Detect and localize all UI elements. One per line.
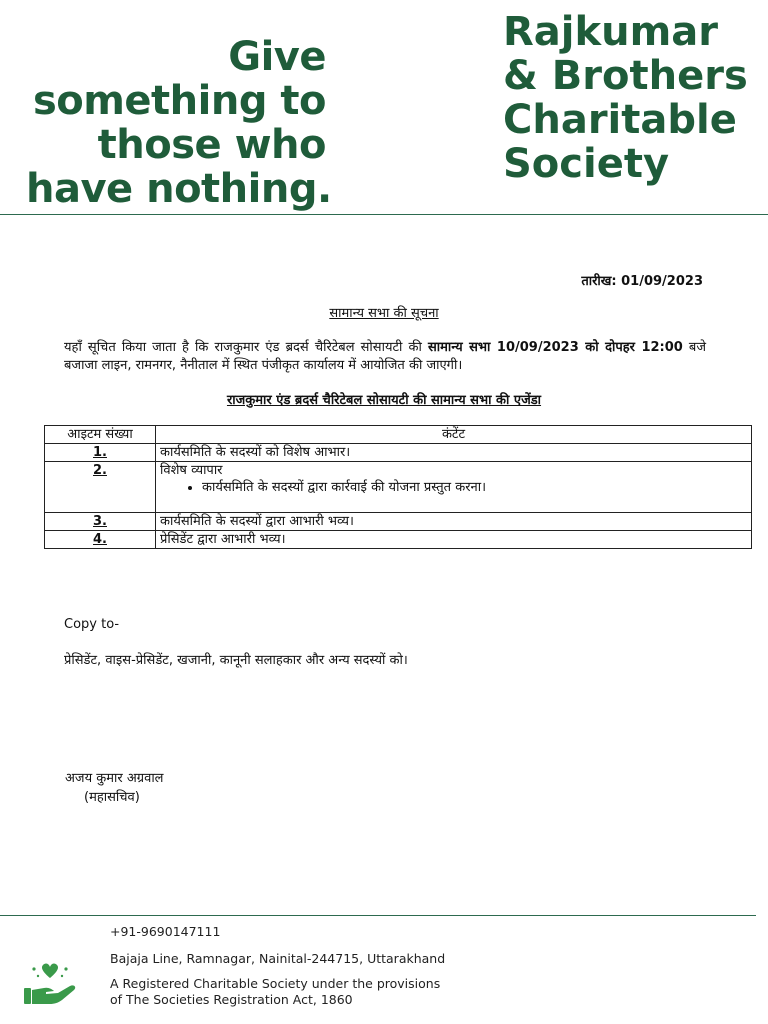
sub-item: • कार्यसमिति के सदस्यों द्वारा कार्रवाई की योजना प्रस्तुत करना। xyxy=(202,479,747,496)
tagline xyxy=(26,34,332,212)
signatory-title: (महासचिव) xyxy=(84,790,140,805)
table-header-row xyxy=(45,426,752,444)
agenda-title xyxy=(32,390,736,408)
sub-item-list xyxy=(160,479,747,496)
item-content-text: विशेष व्यापार xyxy=(160,463,223,478)
tagline-line: something to xyxy=(32,78,326,124)
org-name-line: Rajkumar xyxy=(503,9,718,55)
copy-recipients: प्रेसिडेंट, वाइस-प्रेसिडेंट, खजानी, कानूनी सलाहकार और अन्य सदस्यों को। xyxy=(64,653,408,668)
tagline-line: Give xyxy=(228,34,326,80)
footer-registration-line-1: A Registered Charitable Society under the provisions xyxy=(110,976,441,991)
agenda-table xyxy=(44,425,752,549)
agenda-title-text: राजकुमार एंड ब्रदर्स चैरिटेबल सोसायटी की सामान्य सभा की एजेंडा xyxy=(226,393,542,408)
item-number: 2. xyxy=(45,462,156,513)
item-content: कार्यसमिति के सदस्यों द्वारा आभारी भव्य। xyxy=(156,513,752,531)
footer-divider xyxy=(0,915,756,916)
notice-text-bold: सामान्य सभा 10/09/2023 को दोपहर 12:00 xyxy=(427,340,683,355)
footer-address: Bajaja Line, Ramnagar, Nainital-244715, Uttarakhand xyxy=(110,951,446,966)
item-content: प्रेसिडेंट द्वारा आभारी भव्य। xyxy=(156,531,752,549)
footer-phone: +91-9690147111 xyxy=(110,924,221,939)
column-header-content: कंटेंट xyxy=(156,426,752,444)
org-name-line: & Brothers xyxy=(503,53,748,99)
org-name-line: Charitable xyxy=(503,97,737,143)
column-header-item-number: आइटम संख्या xyxy=(45,426,156,444)
notice-paragraph xyxy=(64,339,706,375)
notice-text-pre: यहाँ सूचित किया जाता है कि राजकुमार एंड ब्रदर्स चैरिटेबल सोसायटी की xyxy=(64,340,428,355)
item-number: 1. xyxy=(45,444,156,462)
copy-to-label: Copy to- xyxy=(64,617,120,632)
item-number: 3. xyxy=(45,513,156,531)
organization-name xyxy=(503,10,763,186)
table-row xyxy=(45,444,752,462)
notice-title: सामान्य सभा की सूचना xyxy=(329,306,439,321)
header-divider xyxy=(0,214,768,215)
item-content: कार्यसमिति के सदस्यों को विशेष आभार। xyxy=(156,444,752,462)
signatory-name: अजय कुमार अग्रवाल xyxy=(65,771,164,786)
table-row xyxy=(45,462,752,513)
tagline-line: those who xyxy=(97,122,326,168)
footer-registration-line-2: of The Societies Registration Act, 1860 xyxy=(110,992,353,1007)
item-number: 4. xyxy=(45,531,156,549)
table-row xyxy=(45,513,752,531)
notice-text-post: बजे बजाजा लाइन, रामनगर, नैनीताल में स्थित पंजीकृत कार्यालय में आयोजित की जाएगी। xyxy=(64,340,706,373)
tagline-line: have nothing. xyxy=(26,166,332,212)
org-name-line: Society xyxy=(503,141,670,187)
item-content xyxy=(156,462,752,513)
table-row xyxy=(45,531,752,549)
charity-hand-heart-icon xyxy=(22,962,78,1008)
notice-date: तारीख: 01/09/2023 xyxy=(581,274,703,289)
